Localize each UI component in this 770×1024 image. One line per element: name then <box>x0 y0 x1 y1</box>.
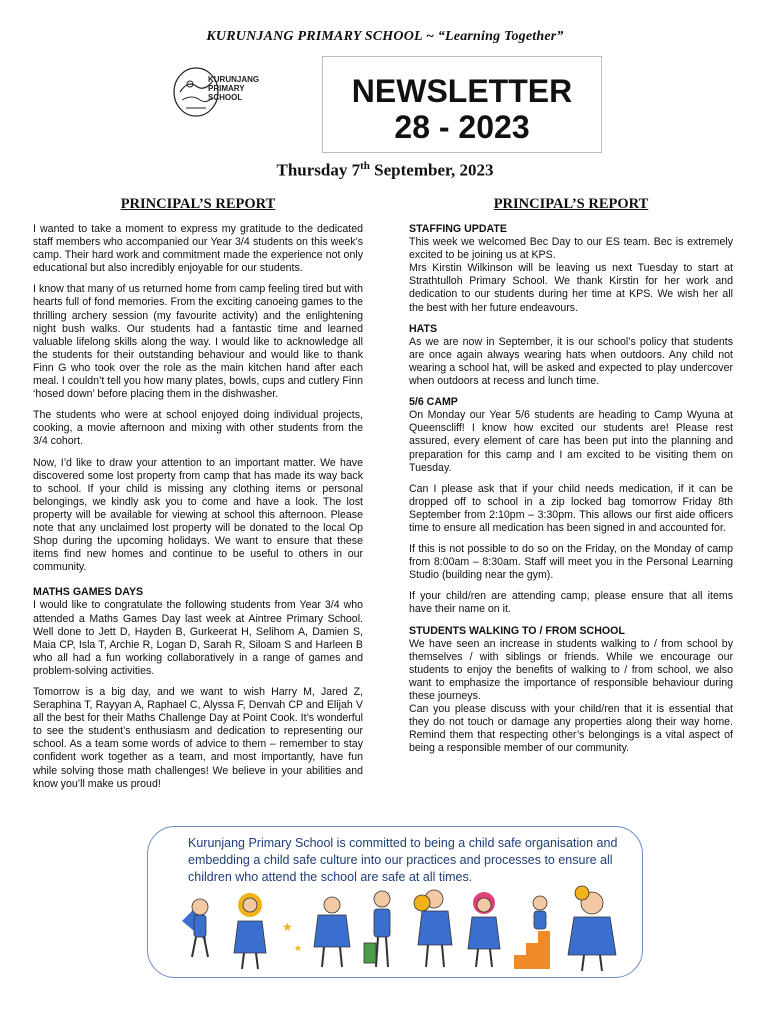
newsletter-title-box <box>322 56 602 153</box>
paragraph: The students who were at school enjoyed doing individual projects, cooking, a movie afternoon and mixing with other students from the 3/4 cohort. <box>33 409 363 448</box>
hero-kid-figure <box>468 892 500 967</box>
paragraph: Can you please discuss with your child/ren that it is essential that they do not touch or damage any properties along their way home. Remind them that respecting other’s belongings is a vital aspect of being a responsible member of our community. <box>409 703 733 755</box>
right-column-heading: PRINCIPAL’S REPORT <box>493 196 649 212</box>
recycling-kid-figure <box>364 891 390 967</box>
child-safe-statement: Kurunjang Primary School is committed to being a child safe organisation and embedding a child safe culture into our practices and processes to ensure all children who attend the school are safe at all times. <box>188 836 618 884</box>
paragraph: Mrs Kirstin Wilkinson will be leaving us next Tuesday to start at Strathtulloh Primary School. We thank Kirstin for her work and dedication to our students during her time at KPS. We wish her all the best with her future endeavours. <box>409 262 733 314</box>
paragraph: Now, I’d like to draw your attention to an important matter. We have discovered some lost property from camp that has made its way back to school. If your child is missing any clothing items or personal belongings, we kindly ask you to come and have a look. The lost property will be available for viewing at school this afternoon. Please note that any unclaimed lost property will be donated to the local Op Shop during the upcoming holidays. We want to ensure that these items find new homes and continue to be useful to others in our community. <box>33 456 363 574</box>
flying-kid-figure <box>182 899 208 957</box>
paragraph: This week we welcomed Bec Day to our ES team. Bec is extremely excited to be joining us at KPS. <box>409 236 733 262</box>
staffing-heading: STAFFING UPDATE <box>409 223 507 235</box>
stairs-kid-figure <box>514 896 550 969</box>
right-column <box>409 196 733 763</box>
school-header: KURUNJANG PRIMARY SCHOOL ~ “Learning Together” <box>206 29 564 44</box>
left-column <box>33 196 363 799</box>
hero-kid-figure <box>314 897 350 967</box>
paragraph: I wanted to take a moment to express my gratitude to the dedicated staff members who accompanied our Year 3/4 students on this week’s camp. Their hard work and commitment made the experience not only educational but also incredibly enjoyable for our students. <box>33 223 363 275</box>
paragraph: If your child/ren are attending camp, please ensure that all items have their name on it. <box>409 590 733 616</box>
paragraph: We have seen an increase in students walking to / from school by themselves / with siblings or friends. While we encourage our students to enjoy the benefits of walking to / from school, we also want to emphasize the importance of responsible behaviour during these journeys. <box>409 637 733 702</box>
logo-line-1: KURUNJANG <box>208 75 260 84</box>
paragraph: I know that many of us returned home from camp feeling tired but with hearts full of fond memories. From the exciting canoeing games to the thrilling archery session (my favourite activity) and the enlightening night bush walks. Our students had a fantastic time and learned valuable lifelong skills along the way. I would like to acknowledge all the students for their outstanding behaviour and would like to thank Finn G who took over the role as the main kitchen hand after each meal. I couldn’t tell you how many plates, bowls, cups and cutlery Finn ‘hosed down’ before placing them in the dishwasher. <box>33 283 363 401</box>
maths-heading: MATHS GAMES DAYS <box>33 586 144 599</box>
hero-kid-figure <box>414 890 452 967</box>
camp-heading: 5/6 CAMP <box>409 396 458 409</box>
star-icon: ★ <box>294 943 303 953</box>
paragraph: I would like to congratulate the following students from Year 3/4 who attended a Maths Games Day last week at Aintree Primary School. Well done to Jett D, Hayden B, Gurkeerat H, Selihom A, Damien S, Maia CP, Isla T, Archie R, Logan D, Sarah R, Siloam S and Harleen B who all had a fun working collaboratively in a range of games and problem-solving activities. <box>33 599 363 677</box>
superhero-kids-illustration <box>172 881 620 973</box>
newsletter-date: Thursday 7th September, 2023 <box>276 160 494 180</box>
hero-kid-figure <box>568 886 616 971</box>
hats-heading: HATS <box>409 322 438 335</box>
star-icon: ★ <box>282 920 293 934</box>
paragraph: As we are now in September, it is our school’s policy that students are once again always wearing hats when outdoors. Any child not wearing a school hat, will be asked and expected to play undercover when outdoors at recess and lunch time. <box>409 335 733 388</box>
paragraph: If this is not possible to do so on the Friday, on the Monday of camp from 8:00am – 8:30am. Staff will meet you in the Personal Learning Studio (building near the gym). <box>409 543 733 582</box>
paragraph: On Monday our Year 5/6 students are heading to Camp Wyuna at Queenscliff! I know how excited our students are! Please rest assured, every element of care has been put into the planning and preparation for this camp and I am excited to be visiting them on Tuesday. <box>409 409 733 474</box>
logo-line-3: SCHOOL <box>208 93 243 102</box>
school-logo <box>166 62 262 126</box>
hero-kid-figure <box>234 893 266 969</box>
child-safe-banner <box>147 826 643 978</box>
logo-line-2: PRIMARY <box>208 84 245 93</box>
newsletter-title: NEWSLETTER <box>351 73 573 109</box>
walking-heading: STUDENTS WALKING TO / FROM SCHOOL <box>409 624 625 637</box>
newsletter-issue: 28 - 2023 <box>394 109 530 145</box>
paragraph: Tomorrow is a big day, and we want to wish Harry M, Jared Z, Seraphina T, Rayyan A, Raphael C, Alyssa F, Denvah CP and Elijah V all the best for their Maths Challenge Day at Point Cook. It’s wonderful to see the student’s enthusiasm and dedication to representing our school. As a team some words of advice to them – remember to stay confident work together as a team, and most importantly, have fun while solving those math challenges! We believe in your abilities and know you’ll make us proud! <box>33 686 363 790</box>
paragraph: Can I please ask that if your child needs medication, if it can be dropped off to school in a zip locked bag tomorrow Friday 8th September from 2:10pm – 3:30pm. This allows our first aide officers time to ensure all medication has been signed in and accounted for. <box>409 482 733 534</box>
left-column-heading: PRINCIPAL’S REPORT <box>120 196 276 212</box>
